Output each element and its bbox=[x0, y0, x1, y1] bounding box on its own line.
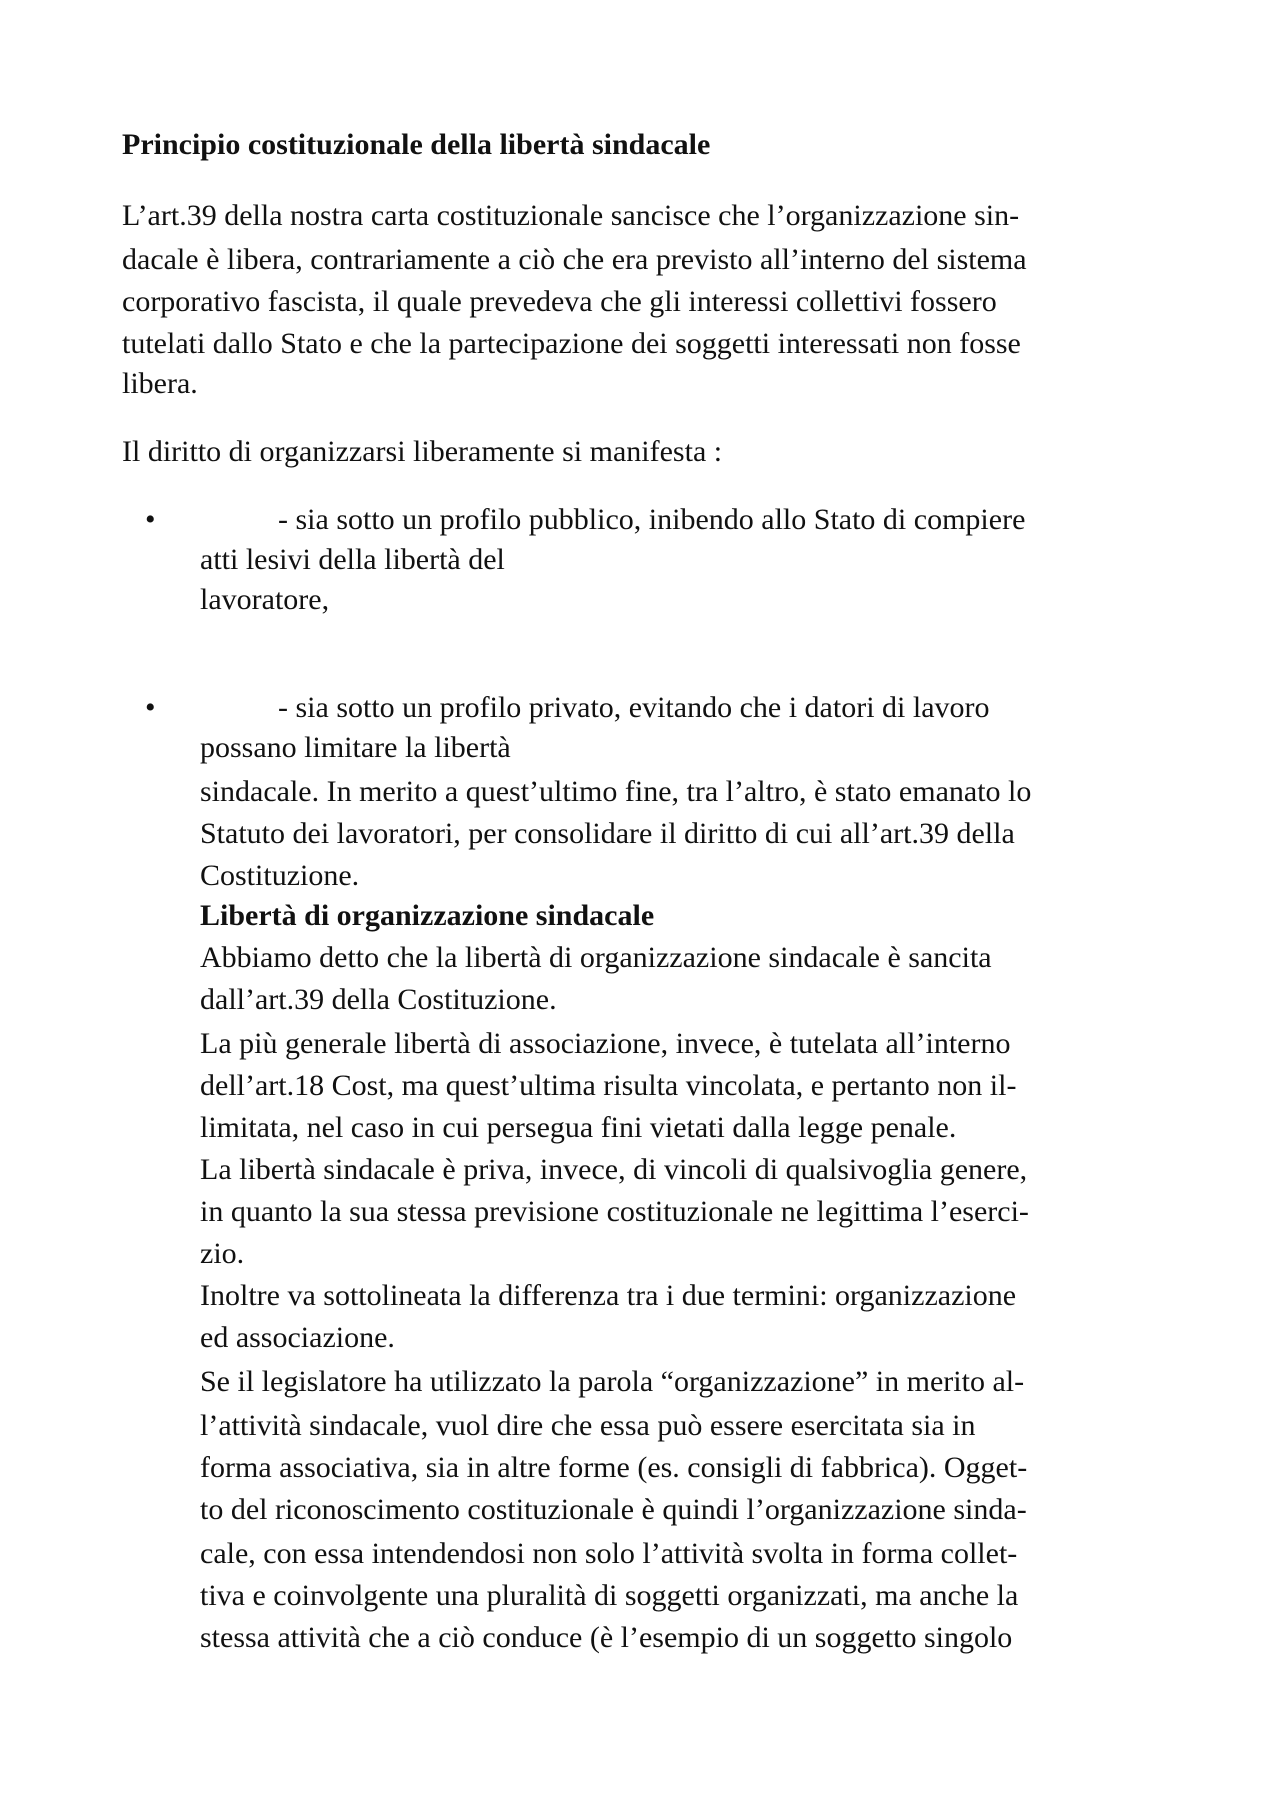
paragraph-line: Abbiamo detto che la libertà di organizzazione sindacale è sancita bbox=[200, 941, 992, 974]
paragraph-line: corporativo fascista, il quale prevedeva che gli interessi collettivi fossero bbox=[122, 285, 997, 318]
paragraph-line: tutelati dallo Stato e che la partecipazione dei soggetti interessati non fosse bbox=[122, 327, 1021, 360]
bullet-item-line: Costituzione. bbox=[200, 859, 360, 892]
bullet-item-line: - sia sotto un profilo privato, evitando che i datori di lavoro bbox=[278, 691, 990, 724]
paragraph-line: dall’art.39 della Costituzione. bbox=[200, 983, 557, 1016]
paragraph-line: ed associazione. bbox=[200, 1321, 395, 1354]
bullet-icon: • bbox=[145, 503, 156, 536]
bullet-item-line: - sia sotto un profilo pubblico, inibendo allo Stato di compiere bbox=[278, 503, 1026, 536]
paragraph-line: to del riconoscimento costituzionale è quindi l’organizzazione sinda- bbox=[200, 1493, 1027, 1526]
paragraph-line: Inoltre va sottolineata la differenza tra i due termini: organizzazione bbox=[200, 1279, 1017, 1312]
paragraph-line: La più generale libertà di associazione, invece, è tutelata all’interno bbox=[200, 1027, 1011, 1060]
paragraph-line: L’art.39 della nostra carta costituzionale sancisce che l’organizzazione sin- bbox=[122, 199, 1020, 232]
section-heading: Libertà di organizzazione sindacale bbox=[200, 899, 655, 932]
bullet-item-line: Statuto dei lavoratori, per consolidare il diritto di cui all’art.39 della bbox=[200, 817, 1015, 850]
paragraph-line: in quanto la sua stessa previsione costituzionale ne legittima l’eserci- bbox=[200, 1195, 1029, 1228]
paragraph-line: libera. bbox=[122, 367, 198, 400]
paragraph-line: l’attività sindacale, vuol dire che essa può essere esercitata sia in bbox=[200, 1409, 976, 1442]
bullet-item-line: sindacale. In merito a quest’ultimo fine, tra l’altro, è stato emanato lo bbox=[200, 775, 1032, 808]
document-title: Principio costituzionale della libertà sindacale bbox=[122, 128, 711, 161]
intro-line: Il diritto di organizzarsi liberamente si manifesta : bbox=[122, 435, 723, 468]
paragraph-line: Se il legislatore ha utilizzato la parola “organizzazione” in merito al- bbox=[200, 1365, 1025, 1398]
paragraph-line: dell’art.18 Cost, ma quest’ultima risulta vincolata, e pertanto non il- bbox=[200, 1069, 1017, 1102]
paragraph-line: forma associativa, sia in altre forme (es. consigli di fabbrica). Ogget- bbox=[200, 1451, 1028, 1484]
bullet-item-line: lavoratore, bbox=[200, 583, 330, 616]
paragraph-line: cale, con essa intendendosi non solo l’attività svolta in forma collet- bbox=[200, 1537, 1018, 1570]
bullet-icon: • bbox=[145, 691, 156, 724]
paragraph-line: La libertà sindacale è priva, invece, di vincoli di qualsivoglia genere, bbox=[200, 1153, 1028, 1186]
bullet-item-line: possano limitare la libertà bbox=[200, 731, 511, 764]
paragraph-line: dacale è libera, contrariamente a ciò che era previsto all’interno del sistema bbox=[122, 243, 1027, 276]
paragraph-line: tiva e coinvolgente una pluralità di soggetti organizzati, ma anche la bbox=[200, 1579, 1019, 1612]
paragraph-line: limitata, nel caso in cui persegua fini vietati dalla legge penale. bbox=[200, 1111, 957, 1144]
paragraph-line: zio. bbox=[200, 1237, 245, 1270]
paragraph-line: stessa attività che a ciò conduce (è l’esempio di un soggetto singolo bbox=[200, 1621, 1013, 1654]
bullet-item-line: atti lesivi della libertà del bbox=[200, 543, 505, 576]
